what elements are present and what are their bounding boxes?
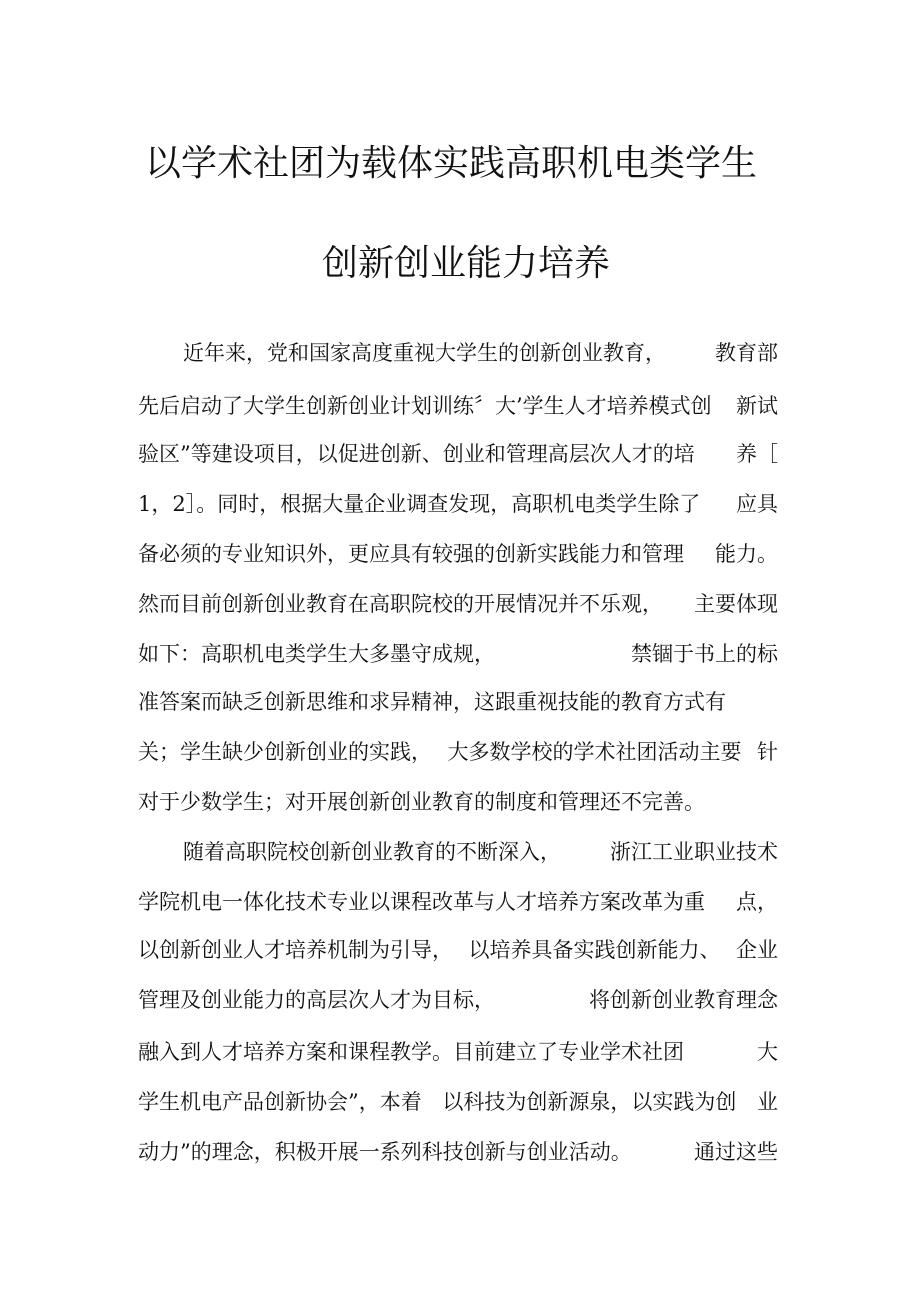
paragraph-1-line-3: [138, 440, 778, 468]
document-title-line-2: 创新创业能力培养: [322, 243, 611, 284]
text-segment: 通过这些: [694, 1140, 778, 1164]
text-segment: 近年来，党和国家高度重视大学生的创新创业教育，: [183, 341, 666, 365]
text-segment: 业: [757, 1090, 778, 1114]
text-segment: 先后启动了大学生创新创业计划训练〞大’学生人才培养模式创: [138, 394, 712, 418]
text-segment: 企业: [736, 938, 778, 962]
paragraph-2-line-3: [138, 936, 778, 964]
text-segment: 学生机电产品创新协会”，本着: [138, 1090, 422, 1114]
text-segment: 备必须的专业知识外，更应具有较强的创新实践能力和管理: [138, 542, 684, 566]
text-segment: 教育部: [715, 341, 778, 365]
text-segment: 以科技为创新源泉，以实践为创: [442, 1090, 737, 1114]
paragraph-2-line-6: [138, 1088, 778, 1116]
text-segment: 验区”等建设项目，以促进创新、创业和管理高层次人才的培: [138, 442, 695, 466]
paragraph-1-line-1: [183, 339, 778, 367]
text-segment: 针: [757, 740, 778, 764]
text-segment: 学院机电一体化技术专业以课程改革与人才培养方案改革为重: [138, 890, 705, 914]
text-segment: 禁锢于书上的标: [631, 642, 778, 666]
text-segment: 管理及创业能力的高层次人才为目标，: [138, 988, 495, 1012]
paragraph-1-line-7: [138, 640, 778, 668]
paragraph-1-line-6: [138, 590, 778, 618]
text-segment: 大多数学校的学术社团活动主要: [447, 740, 742, 764]
paragraph-1-line-4: [138, 490, 778, 518]
text-segment: 点，: [736, 890, 778, 914]
text-segment: 将创新创业教育理念: [589, 988, 778, 1012]
text-segment: 以创新创业人才培养机制为引导，: [138, 938, 453, 962]
document-title-line-1: 以学术社团为载体实践高职机电类学生: [145, 143, 758, 184]
text-segment: 关；学生缺少创新创业的实践，: [138, 740, 432, 764]
text-segment: 大: [757, 1040, 778, 1064]
paragraph-1-line-5: [138, 540, 778, 568]
text-segment: 养［: [736, 442, 778, 466]
paragraph-2-line-7: [138, 1138, 778, 1166]
text-segment: 对于少数学生；对开展创新创业教育的制度和管理还不完善。: [138, 790, 705, 814]
text-segment: 然而目前创新创业教育在高职院校的开展情况并不乐观，: [138, 592, 663, 616]
paragraph-2-line-1: [183, 838, 778, 866]
paragraph-2-line-5: [138, 1038, 778, 1066]
text-segment: 随着高职院校创新创业教育的不断深入，: [183, 840, 561, 864]
text-segment: 动力”的理念，积极开展一系列科技创新与创业活动。: [138, 1140, 632, 1164]
paragraph-1-line-2: [138, 392, 778, 420]
text-segment: 以培养具备实践创新能力、: [468, 938, 721, 962]
paragraph-1-line-10: [138, 788, 778, 816]
paragraph-1-line-9: [138, 738, 778, 766]
paragraph-1-line-8: [138, 688, 778, 716]
text-segment: 应具: [736, 492, 778, 516]
text-segment: 浙江工业职业技术: [610, 840, 778, 864]
text-segment: 能力。: [715, 542, 778, 566]
text-segment: 如下：高职机电类学生大多墨守成规，: [138, 642, 495, 666]
text-segment: 1，2］。同时，根据大量企业调查发现，高职机电类学生除了: [138, 492, 701, 516]
text-segment: 准答案而缺乏创新思维和求异精神，这跟重视技能的教育方式有: [138, 690, 726, 714]
paragraph-2-line-2: [138, 888, 778, 916]
text-segment: 融入到人才培养方案和课程教学。目前建立了专业学术社团: [138, 1040, 684, 1064]
paragraph-2-line-4: [138, 986, 778, 1014]
text-segment: 主要体现: [694, 592, 778, 616]
text-segment: 新试: [736, 394, 778, 418]
